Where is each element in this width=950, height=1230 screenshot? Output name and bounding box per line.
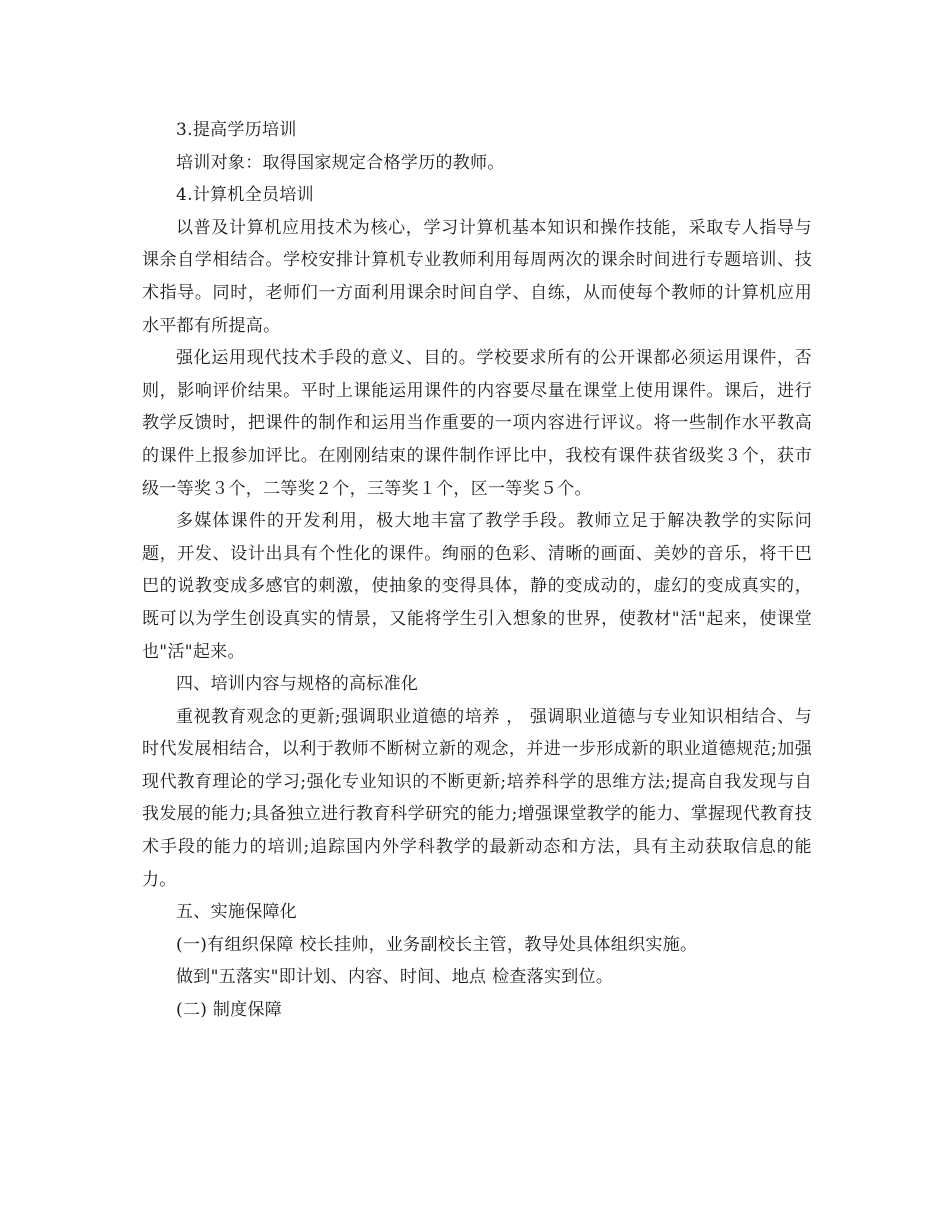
paragraph-organization: (一)有组织保障 校长挂帅，业务副校长主管，教导处具体组织实施。	[176, 934, 698, 955]
paragraph-computer-skills: 以普及计算机应用技术为核心，学习计算机基本知识和操作技能，采取专人指导与课余自学相结合。学校安排计算机专业教师利用每周两次的课余时间进行专题培训、技术指导。同时，老师们一方面利用课余时间自学、自练，从而使每个教师的计算机应用水平都有所提高。	[142, 217, 812, 336]
paragraph-education-concepts: 重视教育观念的更新;强调职业道德的培养 ， 强调职业道德与专业知识相结合、与时代发展相结合，以利于教师不断树立新的观念，并进一步形成新的职业道德规范;加强现代教育理论的学习;强化专业知识的不断更新;培养科学的思维方法;提高自我发现与自我发展的能力;具备独立进行教育科学研究的能力;增强课堂教学的能力、掌握现代教育技术手段的能力的培训;追踪国内外学科教学的最新动态和方法，具有主动获取信息的能力。	[142, 706, 812, 890]
paragraph-five-implementations: 做到"五落实"即计划、内容、时间、地点 检查落实到位。	[176, 967, 614, 988]
heading-computer-training: 4.计算机全员培训	[176, 185, 314, 206]
document-body	[142, 114, 812, 1027]
heading-system-guarantee: (二) 制度保障	[176, 1000, 283, 1021]
paragraph-multimedia: 多媒体课件的开发利用，极大地丰富了教学手段。教师立足于解决教学的实际问题，开发、设计出具有个性化的课件。绚丽的色彩、清晰的画面、美妙的音乐，将干巴巴的说教变成多感官的刺激，使抽象的变得具体，静的变成动的，虚幻的变成真实的，既可以为学生创设真实的情景，又能将学生引入想象的世界，使教材"活"起来，使课堂也"活"起来。	[142, 511, 812, 662]
heading-section-four: 四、培训内容与规格的高标准化	[176, 674, 419, 695]
paragraph-training-target: 培训对象：取得国家规定合格学历的教师。	[176, 152, 505, 173]
paragraph-modern-tech: 强化运用现代技术手段的意义、目的。学校要求所有的公开课都必须运用课件，否则，影响评价结果。平时上课能运用课件的内容要尽量在课堂上使用课件。课后，进行教学反馈时，把课件的制作和运用当作重要的一项内容进行评议。将一些制作水平教高的课件上报参加评比。在刚刚结束的课件制作评比中，我校有课件获省级奖３个，获市级一等奖３个，二等奖２个，三等奖１个，区一等奖５个。	[142, 348, 812, 499]
heading-section-five: 五、实施保障化	[176, 902, 298, 923]
heading-degree-training: 3.提高学历培训	[176, 120, 297, 140]
